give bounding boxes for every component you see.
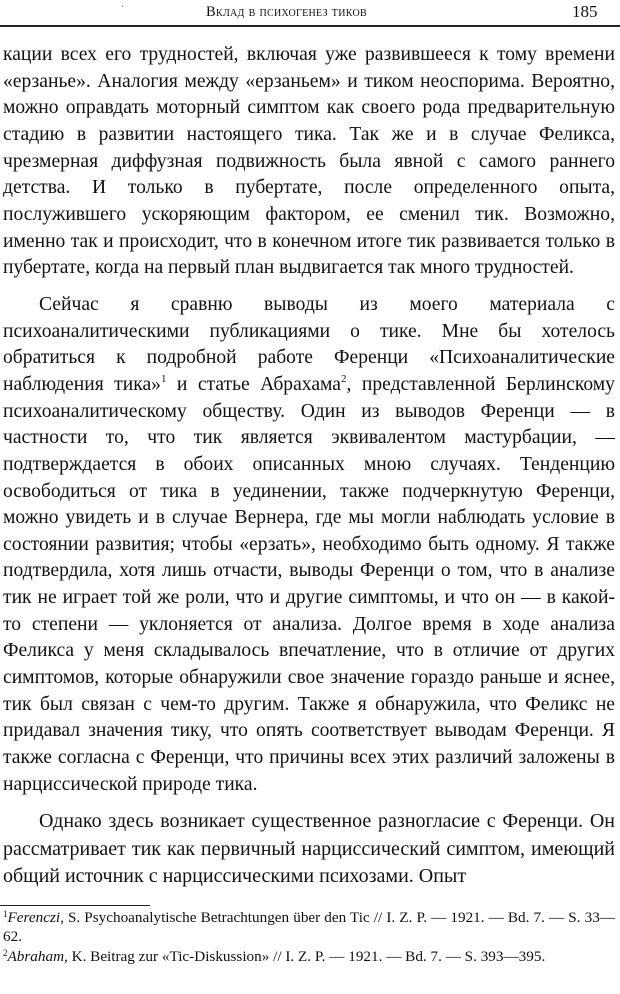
footnote-1-text: S. Psychoanalytische Betrachtungen über den Tic // I. Z. P. — 1921. — Bd. 7. — S. 33—62.: [3, 909, 615, 946]
running-head: Вклад в психогенез тиков: [206, 4, 367, 20]
footnote-2-text: K. Beitrag zur «Tic-Diskussion» // I. Z. P. — 1921. — Bd. 7. — S. 393—395.: [67, 947, 546, 965]
footnote-1: [3, 908, 615, 947]
footnote-rule: [0, 905, 150, 906]
paragraph-3: Однако здесь возникает существенное разногласие с Ференци. Он рассматривает тик как первичный нарциссический симптом, имеющий общий источник с нарциссическими психозами. Опыт: [3, 810, 615, 887]
body-text: [3, 42, 615, 890]
paragraph-2-part-3: , представленной Берлинскому психоаналитическому обществу. Один из выводов Ференци — в частности то, что тик является эквивалентом мастурбации, — подтверждается в обоих описанных мною случаях. Тенденцию освободиться от тика в уединении, также подчеркнутую Ференци, можно увидеть и в случае Вернера, где мы могли наблюдать условие в состоянии развития; чтобы «ерзать», необходимо быть одному. Я также подтвердила, хотя лишь отчасти, выводы Ференци о том, что в анализе тик не играет той же роли, что и другие симптомы, и что он — в какой-то степени — уклоняется от анализа. Долгое время в ходе анализа Феликса у меня складывалось впечатление, что в отличие от других симптомов, которые обнаружили свое значение гораздо раньше и яснее, тик был связан с чем-то другим. Также я обнаружила, что Феликс не придавал значения тику, что опять соответствует выводам Ференци. Я также согласна с Ференци, что причины всех этих различий заложены в нарциссической природе тика.: [3, 373, 615, 795]
footnote-1-number: 1: [3, 909, 8, 919]
footnotes: [3, 908, 615, 966]
page-header: [0, 0, 620, 30]
paragraph-2-part-1: Сейчас я сравню выводы из моего материала с психоаналитическими публикациями о тике. Мне бы хотелось обратиться к подробной работе Ференци «Психоаналитические наблюдения тика»: [3, 293, 615, 395]
page-number: 185: [572, 2, 598, 21]
paragraph-2-part-2: и статье Абрахама: [166, 373, 341, 395]
paragraph-1: кации всех его трудностей, включая уже развившееся к тому времени «ерзанье». Аналогия между «ерзаньем» и тиком неоспорима. Вероятно, можно оправдать моторный симптом как своего рода предварительную стадию в развитии настоящего тика. Так же и в случае Феликса, чрезмерная диффузная подвижность была явной с самого раннего детства. И только в пубертате, после определенного опыта, послужившего ускоряющим фактором, ее сменил тик. Возможно, именно так и происходит, что в конечном итоге тик развивается только в пубертате, когда на первый план выдвигается так много трудностей.: [3, 44, 615, 279]
header-rule: [0, 25, 620, 27]
header-dot: ·: [121, 2, 125, 13]
footnote-ref-2: 2: [341, 372, 347, 385]
footnote-2: [3, 947, 615, 966]
footnote-2-author: Abraham,: [7, 947, 68, 965]
footnote-ref-1: 1: [160, 372, 167, 385]
paragraph-2: [3, 292, 615, 798]
footnote-1-author: Ferenczi,: [7, 909, 64, 926]
footnote-2-number: 2: [3, 947, 8, 958]
